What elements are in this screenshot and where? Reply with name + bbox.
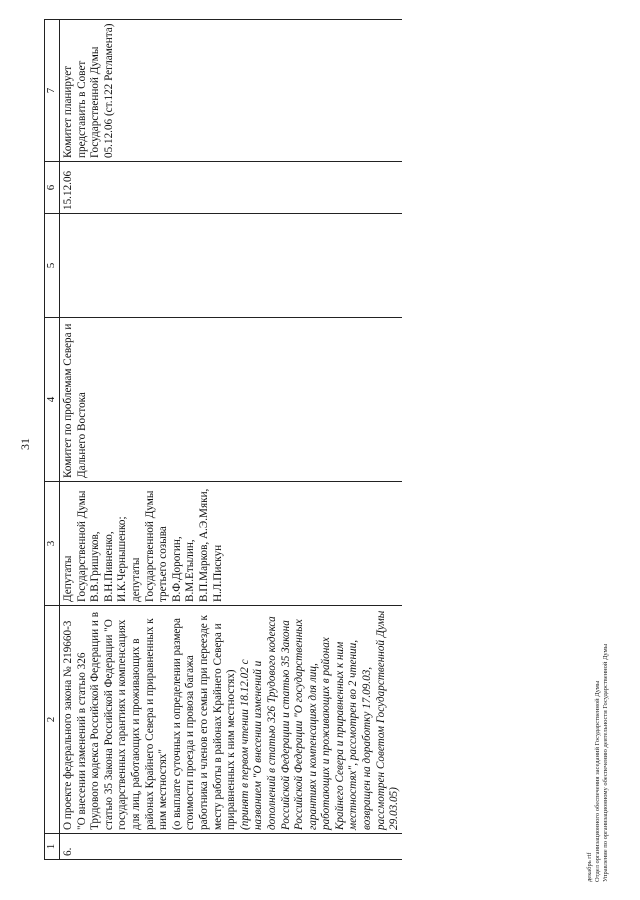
date-cell: 15.12.06 (60, 162, 402, 214)
column-header: 7 (45, 20, 60, 162)
footer-directorate: Управление по организационному обеспечению деятельности Государственной Думы (602, 643, 609, 882)
initiators-cell: Депутаты Государственной Думы В.В.Гришуков, В.Н.Пивненко, И.К.Чернышенко; депутаты Государственной Думы третьего созыва В.Ф.Дорогин, В.М.Етылин, В.П.Марков, А.Э.Мяки, Н.Л.Пискун (60, 482, 402, 606)
column-header: 5 (45, 214, 60, 318)
footer (586, 644, 610, 882)
register-table (44, 19, 402, 860)
column-header: 2 (45, 606, 60, 834)
bill-history: (принят в первом чтении 18.12.02 с названием "О внесении изменений и дополнений в статью 326 Трудового кодекса Российской Федерации и статью 35 Закона Российской Федерации "О государственных гарантиях и компенсациях для лиц, работающих и проживающих в районах Крайнего Севера и приравненных к ним местностях", рассмотрен во 2 чтении, возвращен на доработку 17.09.03, рассмотрен Советом Государственной Думы 29.03.05) (238, 610, 401, 830)
footer-filename: декабрь rtf (586, 852, 593, 882)
empty-cell (60, 214, 402, 318)
header-row (45, 20, 60, 860)
column-header: 1 (45, 834, 60, 860)
column-header: 3 (45, 482, 60, 606)
bill-name: "О внесении изменений в статью 326 Трудового кодекса Российской Федерации и в статью 35 Закона Российской Федерации "О государственных гарантиях и компенсациях для лиц, работающих и проживающих в районах Крайнего Севера и приравненных к ним местностях" (75, 612, 170, 830)
row-number: 6. (60, 834, 402, 860)
footer-department: Отдел организационного обеспечения заседаний Государственной Думы (594, 680, 601, 882)
committee-cell: Комитет по проблемам Севера и Дальнего Востока (60, 318, 402, 482)
bill-title: О проекте федерального закона № 219660-3 (62, 620, 74, 830)
bill-description (60, 606, 402, 834)
page-number: 31 (18, 438, 32, 450)
column-header: 4 (45, 318, 60, 482)
document-sheet (10, 10, 630, 890)
column-header: 6 (45, 162, 60, 214)
table-row (60, 20, 402, 860)
note-cell: Комитет планирует представить в Совет Государственной Думы 05.12.06 (ст.122 Регламента) (60, 20, 402, 162)
bill-subject: (о выплате суточных и определении размера стоимости проезда и провоза багажа работника и членов его семьи при переезде к месту работы в районах Крайнего Севера и приравненных к ним местностях) (170, 615, 238, 830)
